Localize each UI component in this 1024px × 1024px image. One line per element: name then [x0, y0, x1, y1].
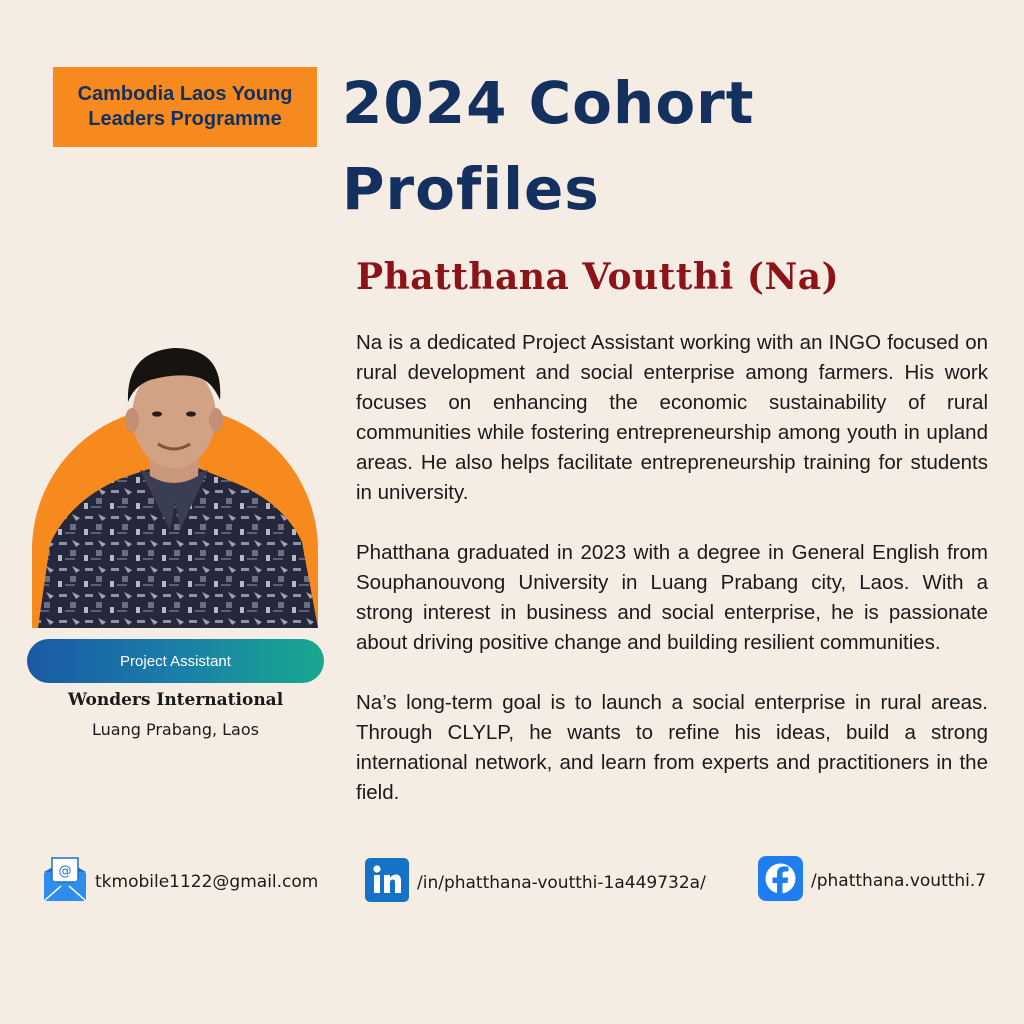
- linkedin-icon: [365, 858, 409, 907]
- facebook-icon: [758, 856, 803, 906]
- organization-name: Wonders International: [67, 690, 284, 710]
- email-contact[interactable]: [43, 856, 318, 907]
- role-badge: Project Assistant: [27, 639, 324, 683]
- page-title-line2: Profiles: [342, 155, 600, 223]
- page-title: [342, 60, 982, 232]
- location: Luang Prabang, Laos: [92, 720, 259, 739]
- program-name-line2: Leaders Programme: [88, 108, 282, 130]
- facebook-contact[interactable]: [758, 856, 986, 906]
- bio-paragraph-1: Na is a dedicated Project Assistant working with an INGO focused on rural development and social enterprise among farmers. His work focuses on enhancing the economic sustainability of rural communities while fostering entrepreneurship among youth in upland areas. He also helps facilitate entrepreneurship training for students in university.: [356, 331, 988, 504]
- bio-paragraph-2: Phatthana graduated in 2023 with a degree in General English from Souphanouvong University in Luang Prabang city, Laos. With a strong interest in business and social enterprise, he is passionate about driving positive change and building resilient communities.: [356, 541, 988, 654]
- svg-text:@: @: [58, 864, 72, 879]
- bio-paragraph-3: Na’s long-term goal is to launch a social enterprise in rural areas. Through CLYLP, he wants to refine his ideas, build a strong international network, and learn from experts and practitioners in the field.: [356, 691, 988, 804]
- program-name-line1: Cambodia Laos Young: [77, 83, 293, 105]
- linkedin-contact[interactable]: [365, 858, 706, 907]
- profile-name: Phatthana Voutthi (Na): [356, 256, 840, 298]
- facebook-handle: /phatthana.voutthi.7: [811, 871, 987, 891]
- profile-photo: [30, 330, 320, 628]
- email-address: tkmobile1122@gmail.com: [95, 871, 319, 892]
- program-badge: [53, 67, 317, 147]
- email-envelope-icon: [43, 856, 87, 907]
- profile-bio: [356, 328, 988, 838]
- page-title-line1: 2024 Cohort: [342, 69, 755, 137]
- linkedin-handle: /in/phatthana-voutthi-1a449732a/: [417, 872, 706, 893]
